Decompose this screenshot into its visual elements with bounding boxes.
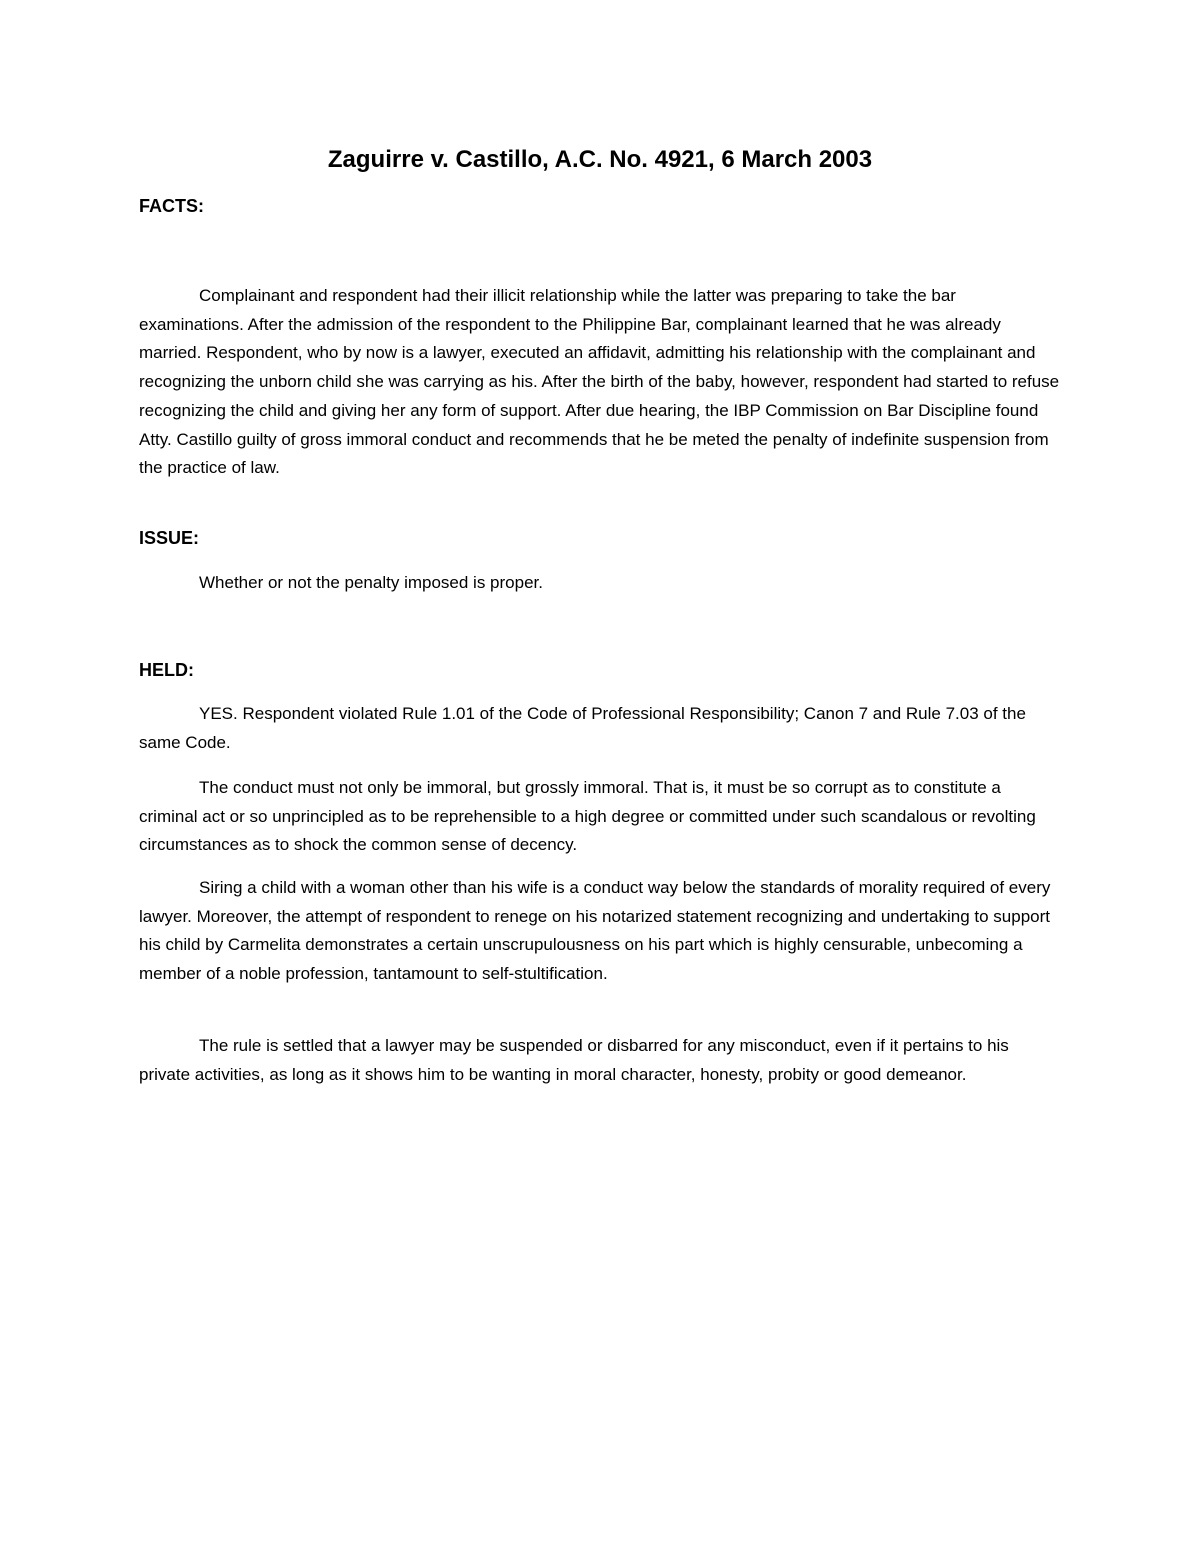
document-title: Zaguirre v. Castillo, A.C. No. 4921, 6 March 2003 — [327, 146, 873, 173]
held-heading: HELD: — [139, 660, 194, 680]
held-paragraph-gross-immorality: The conduct must not only be immoral, but grossly immoral. That is, it must be so corrupt as to constitute a criminal act or so unprincipled as to be reprehensible to a high degree or committed under such scandalous or revolting circumstances as to shock the common sense of decency. — [139, 778, 1036, 855]
facts-heading: FACTS: — [139, 196, 204, 216]
held-paragraph-ruling: YES. Respondent violated Rule 1.01 of the Code of Professional Responsibility; Canon 7 and Rule 7.03 of the same Code. — [139, 704, 1026, 752]
issue-heading: ISSUE: — [139, 528, 200, 548]
facts-paragraph: Complainant and respondent had their illicit relationship while the latter was preparing to take the bar examinations. After the admission of the respondent to the Philippine Bar, complainant learned that he was already married. Respondent, who by now is a lawyer, executed an affidavit, admitting his relationship with the complainant and recognizing the unborn child she was carrying as his. After the birth of the baby, however, respondent had started to refuse recognizing the child and giving her any form of support. After due hearing, the IBP Commission on Bar Discipline found Atty. Castillo guilty of gross immoral conduct and recommends that he be meted the penalty of indefinite suspension from the practice of law. — [139, 286, 1060, 478]
issue-paragraph: Whether or not the penalty imposed is proper. — [199, 573, 543, 592]
held-paragraph-settled-rule: The rule is settled that a lawyer may be suspended or disbarred for any misconduct, even if it pertains to his private activities, as long as it shows him to be wanting in moral character, honesty, probity or good demeanor. — [139, 1036, 1009, 1084]
held-paragraph-siring-child: Siring a child with a woman other than his wife is a conduct way below the standards of morality required of every lawyer. Moreover, the attempt of respondent to renege on his notarized statement recognizing and undertaking to support his child by Carmelita demonstrates a certain unscrupulousness on his part which is highly censurable, unbecoming a member of a noble profession, tantamount to self-stultification. — [139, 878, 1051, 984]
